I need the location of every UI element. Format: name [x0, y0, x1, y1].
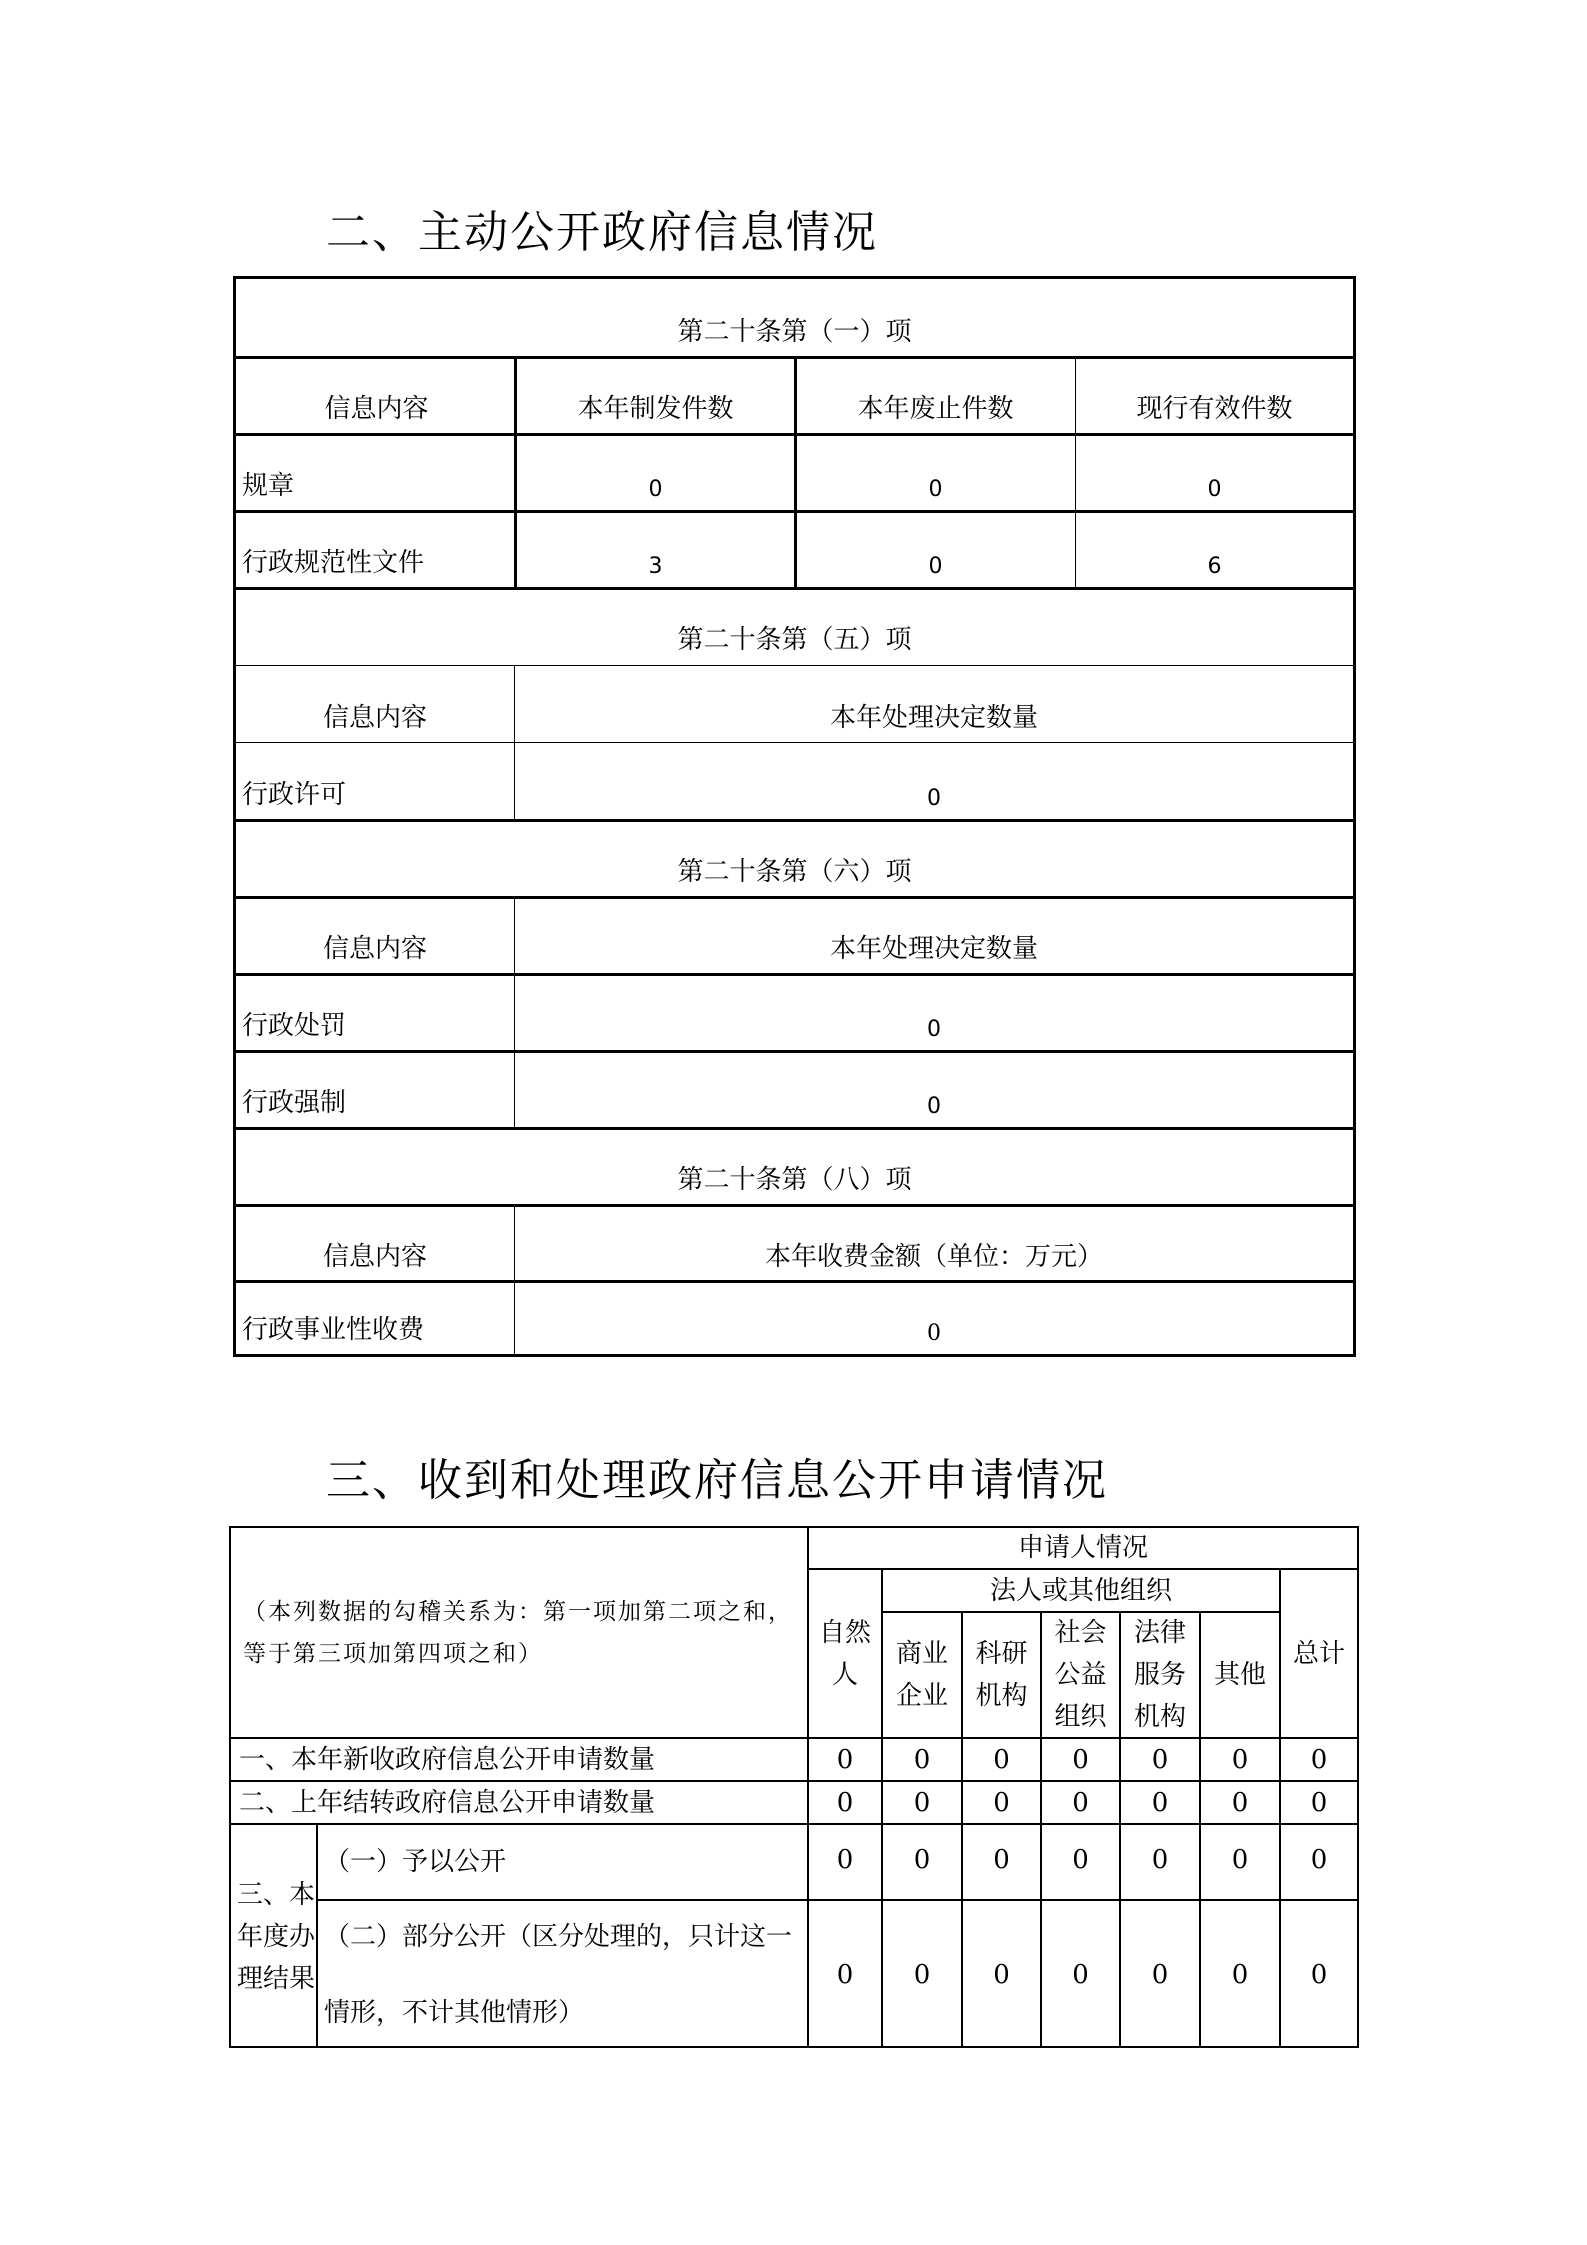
- cell-value: 0: [1281, 1782, 1357, 1825]
- cell-value: 0: [514, 976, 1353, 1050]
- cell-value: 0: [883, 1825, 963, 1901]
- cell-value: 0: [883, 1901, 963, 2048]
- cell-value: 0: [1201, 1901, 1281, 2048]
- cell-value: 0: [963, 1901, 1042, 2048]
- legal-col-label: 其他: [1213, 1660, 1266, 1690]
- table-row: [236, 973, 1353, 1050]
- row-label: 行政处罚: [242, 1011, 347, 1041]
- block-heading-row: [236, 1127, 1353, 1204]
- column-header: 本年处理决定数量: [514, 899, 1353, 973]
- column-header: 信息内容: [324, 394, 429, 424]
- row-label: （二）部分公开（区分处理的，只计这一情形，不计其他情形）: [318, 1901, 809, 2048]
- legal-col-header: [1121, 1613, 1201, 1739]
- legal-group-header: 法人或其他组织: [883, 1570, 1281, 1613]
- table-row: [236, 433, 1353, 510]
- cell-value: 0: [514, 1053, 1353, 1127]
- cell-value: 0: [514, 436, 794, 510]
- legal-col-header: [963, 1613, 1042, 1739]
- block-heading: 第二十条第（八）项: [677, 1165, 912, 1195]
- legal-col-header: [883, 1613, 963, 1739]
- cell-value: 0: [809, 1739, 883, 1782]
- natural-person-label: 自然人: [818, 1617, 871, 1690]
- legal-col-label: 商业企业: [895, 1639, 948, 1711]
- natural-person-header: [809, 1570, 883, 1739]
- header-row: [236, 1204, 1353, 1281]
- block-heading-row: [236, 587, 1353, 664]
- column-header: 本年收费金额（单位：万元）: [514, 1207, 1353, 1281]
- cell-value: 0: [514, 743, 1353, 819]
- cell-value: 0: [1075, 436, 1353, 510]
- row-label: 一、本年新收政府信息公开申请数量: [231, 1739, 809, 1782]
- row-label: 行政强制: [242, 1088, 347, 1118]
- row-label: 行政规范性文件: [242, 548, 425, 578]
- cell-value: 0: [1121, 1782, 1201, 1825]
- total-header: [1281, 1570, 1357, 1739]
- cell-value: 0: [1201, 1825, 1281, 1901]
- cell-value: 0: [1121, 1901, 1201, 2048]
- block-heading: 第二十条第（五）项: [677, 625, 912, 655]
- column-header: 本年制发件数: [514, 359, 794, 433]
- row-label: 规章: [242, 471, 295, 501]
- legal-col-header: [1201, 1613, 1281, 1739]
- cell-value: 0: [1121, 1825, 1201, 1901]
- cell-value: 0: [963, 1782, 1042, 1825]
- block-heading-row: [236, 279, 1353, 356]
- cell-value: 0: [794, 436, 1074, 510]
- cell-value: 0: [1042, 1901, 1121, 2048]
- cell-value: 0: [794, 513, 1074, 587]
- legal-col-label: 法律服务机构: [1133, 1618, 1186, 1732]
- column-header: 现行有效件数: [1075, 359, 1353, 433]
- cell-value: 0: [1042, 1739, 1121, 1782]
- column-header: 信息内容: [322, 703, 427, 733]
- section-2-title: 二、主动公开政府信息情况: [326, 207, 878, 258]
- legal-col-label: 科研机构: [975, 1639, 1028, 1711]
- cell-value: 0: [1281, 1825, 1357, 1901]
- cell-value: 0: [883, 1782, 963, 1825]
- reconciliation-note: （本列数据的勾稽关系为：第一项加第二项之和，等于第三项加第四项之和）: [231, 1528, 809, 1739]
- result-group-label: [231, 1825, 318, 2048]
- row-label: 二、上年结转政府信息公开申请数量: [231, 1782, 809, 1825]
- cell-value: 3: [514, 513, 794, 587]
- legal-col-label: 社会公益组织: [1054, 1618, 1107, 1732]
- header-row: [236, 356, 1353, 433]
- cell-value: 0: [1310, 1959, 1328, 1990]
- block-heading: 第二十条第（一）项: [677, 317, 912, 347]
- table-row: [236, 510, 1353, 587]
- cell-value: 0: [809, 1901, 883, 2048]
- cell-value: 0: [1121, 1739, 1201, 1782]
- cell-value: 0: [1201, 1739, 1281, 1782]
- cell-value: 0: [1042, 1825, 1121, 1901]
- table-row: [236, 1050, 1353, 1127]
- applicant-header: 申请人情况: [809, 1528, 1357, 1570]
- header-row: [236, 665, 1353, 742]
- cell-value: 0: [1201, 1782, 1281, 1825]
- table-row: [236, 1280, 1353, 1354]
- block-heading: 第二十条第（六）项: [677, 857, 912, 887]
- cell-value: 6: [1075, 513, 1353, 587]
- header-row: [236, 896, 1353, 973]
- application-handling-table: [229, 1526, 1359, 2048]
- column-header: 本年处理决定数量: [514, 666, 1353, 742]
- column-header: 信息内容: [322, 1242, 427, 1272]
- total-label: 总计: [1292, 1638, 1345, 1669]
- column-header: 信息内容: [322, 934, 427, 964]
- row-label: 行政许可: [242, 780, 347, 810]
- cell-value: 0: [809, 1825, 883, 1901]
- cell-value: 0: [963, 1739, 1042, 1782]
- row-label: （一）予以公开: [318, 1825, 809, 1901]
- legal-col-header: [1042, 1613, 1121, 1739]
- row-label: 行政事业性收费: [242, 1315, 425, 1345]
- cell-value: 0: [1042, 1782, 1121, 1825]
- cell-value: 0: [514, 1283, 1353, 1354]
- cell-value: 0: [883, 1739, 963, 1782]
- table-row: [236, 742, 1353, 819]
- section-3-title: 三、收到和处理政府信息公开申请情况: [326, 1455, 1108, 1506]
- proactive-disclosure-table: [233, 276, 1356, 1357]
- cell-value: 0: [809, 1782, 883, 1825]
- column-header: 本年废止件数: [794, 359, 1074, 433]
- cell-value: 0: [963, 1825, 1042, 1901]
- result-group-text: 三、本年度办理结果: [237, 1879, 316, 1994]
- block-heading-row: [236, 819, 1353, 896]
- cell-value: 0: [1281, 1739, 1357, 1782]
